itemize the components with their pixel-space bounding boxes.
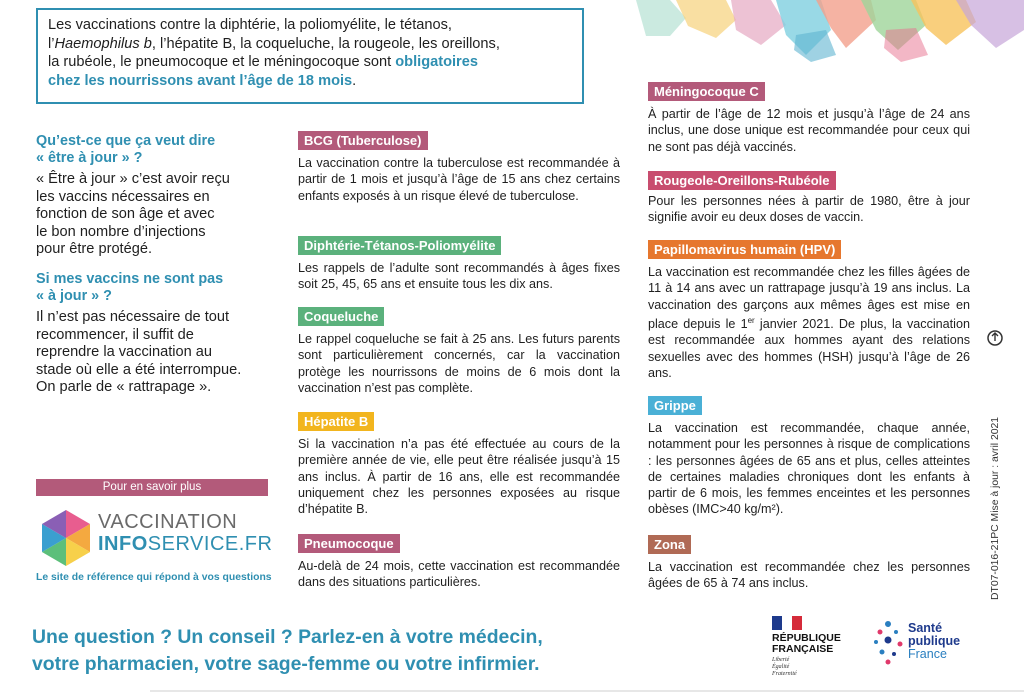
sp-line-3: France [908, 647, 947, 661]
vaccine-description: La vaccination contre la tuberculose est recommandée à partir de 1 mois et jusqu’à l’âge de 15 ans chez certains enfants exposés à un risque élevé de tuberculose. [298, 156, 620, 203]
intro-line-4: chez les nourrissons avant l’âge de 18 mois. [48, 72, 357, 89]
logo-caption: Le site de référence qui répond à vos questions [36, 572, 272, 583]
vaccine-tag: BCG (Tuberculose) [298, 131, 428, 150]
sante-publique-dots-icon [870, 618, 906, 668]
intro-line-2: l’Haemophilus b, l’hépatite B, la coqueluche, la rougeole, les oreillons, [48, 35, 500, 52]
q2_text-line: On parle de « rattrapage ». [36, 379, 212, 396]
republique-francaise-logo [770, 616, 850, 684]
decorative-hexagons [636, 0, 1024, 62]
q1_text-line: les vaccins nécessaires en [36, 188, 210, 205]
vaccine-tag: Papillomavirus humain (HPV) [648, 240, 841, 259]
vaccine-description: Si la vaccination n’a pas été effectuée au cours de la première année de vie, elle peut être réalisée jusqu’à 15 ans inclus. À partir de 16 ans, elle est recommandée uniquement chez les personnes exposées au risque d’hépatite B. [298, 437, 620, 517]
q1_text-line: « Être à jour » c’est avoir reçu [36, 171, 230, 187]
vaccine-description: Le rappel coqueluche se fait à 25 ans. Les futurs parents sont particulièrement concernés, car la vaccination protège les nourrissons de moins de 6 mois dont la vaccination n’est pas complète. [298, 332, 620, 395]
faq-section [36, 133, 276, 397]
side-reference [981, 330, 1011, 600]
q1_text-line: pour être protégé. [36, 241, 153, 258]
vaccine-description: Au-delà de 24 mois, cette vaccination est recommandée dans des situations particulières. [298, 559, 620, 590]
rf-line-2: FRANÇAISE [772, 643, 834, 655]
q1_text-line: fonction de son âge et avec [36, 206, 215, 223]
logo-text-infoservice[interactable]: INFOSERVICE.FR [98, 533, 273, 555]
rf-line-1: RÉPUBLIQUE [772, 632, 841, 644]
faq-q2-text [36, 309, 276, 397]
vaccine-description: La vaccination est recommandée chez les filles âgées de 11 à 14 ans avec un rattrapage jusqu’à 19 ans inclus. La vaccination des garçons aux mêmes âges est mise en place depuis le 1er janvier 2021. De plus, la vaccination est recommandée aux hommes ayant des relations sexuelles avec des hommes (HSH) jusqu’à l’âge de 26 ans. [648, 265, 970, 380]
vaccine-description: À partir de l’âge de 12 mois et jusqu’à l’âge de 24 ans inclus, une dose unique est recommandée pour ceux qui ne sont pas déjà vaccinés. [648, 107, 970, 154]
q2_text-line: stade où elle a été interrompue. [36, 361, 242, 378]
vaccination-info-service-logo-icon[interactable] [36, 508, 96, 568]
marianne-flag-icon [772, 616, 802, 630]
vaccine-tag: Méningocoque C [648, 82, 765, 101]
vaccine-tag: Hépatite B [298, 412, 374, 431]
q2_text-line: Il n’est pas nécessaire de tout [36, 308, 230, 325]
vaccine-tag: Grippe [648, 396, 702, 415]
q2_text-line: recommencer, il suffit de [36, 326, 194, 343]
intro-box [36, 8, 584, 104]
intro-line-1: Les vaccinations contre la diphtérie, la poliomyélite, le tétanos, [48, 17, 452, 33]
faq-q1-title: Qu’est-ce que ça veut dire « être à jour » ? [36, 133, 216, 166]
vaccine-tag: Zona [648, 535, 691, 554]
vaccine-tag: Diphtérie-Tétanos-Poliomyélite [298, 236, 501, 255]
faq-q1-text [36, 171, 276, 259]
vaccine-tag: Rougeole-Oreillons-Rubéole [648, 171, 836, 190]
vaccine-description: Pour les personnes nées à partir de 1980, être à jour signifie avoir eu deux doses de vaccin. [648, 194, 970, 225]
q2_text-line: reprendre la vaccination au [36, 344, 213, 361]
side-reference-text: DT07-016-21PC Mise à jour : avril 2021 [990, 416, 1001, 600]
recycle-icon [987, 330, 1003, 346]
vaccine-description: La vaccination est recommandée chez les personnes âgées de 65 à 74 ans inclus. [648, 560, 970, 591]
bottom-divider [150, 690, 1024, 692]
logo-text-vaccination[interactable]: VACCINATION [98, 511, 238, 533]
vaccine-tag: Pneumocoque [298, 534, 400, 553]
more-info-bar: Pour en savoir plus [36, 479, 268, 496]
sp-line-2: publique [908, 634, 961, 648]
sp-line-1: Santé [908, 621, 943, 635]
sante-publique-france-logo [870, 618, 980, 674]
q1_text-line: le bon nombre d’injections [36, 223, 206, 240]
faq-q2-title: Si mes vaccins ne sont pas « à jour » ? [36, 270, 224, 304]
vaccine-tag: Coqueluche [298, 307, 384, 326]
vaccine-description: Les rappels de l’adulte sont recommandés à âges fixes soit 25, 45, 65 ans et ensuite tous les dix ans. [298, 261, 620, 292]
rf-motto: Liberté Égalité Fraternité [772, 657, 797, 677]
intro-line-3: la rubéole, le pneumocoque et le méningocoque sont obligatoires [48, 54, 478, 71]
vaccine-description: La vaccination est recommandée, chaque année, notamment pour les personnes à risque de complications : les personnes âgées de 65 ans et plus, celles atteintes de certaines maladies chroniques dont les enfants à partir de 6 mois, les femmes enceintes et les personnes obèses (IMC>40 kg/m²). [648, 421, 970, 517]
footer-question: Une question ? Un conseil ? Parlez-en à votre médecin, votre pharmacien, votre sage-femme ou votre infirmier. [32, 626, 543, 675]
